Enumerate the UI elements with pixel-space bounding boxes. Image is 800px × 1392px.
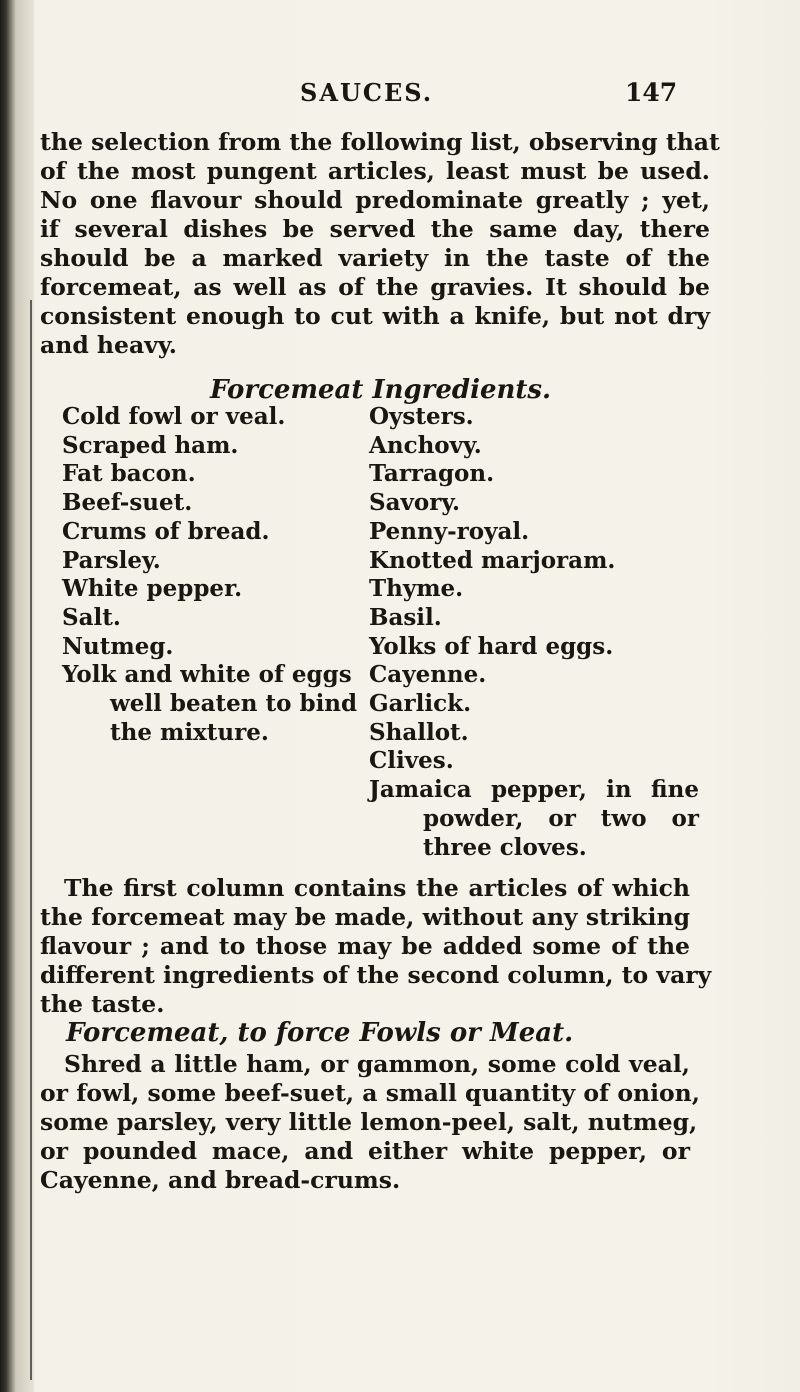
ingredient-item: powder, or two or bbox=[423, 804, 699, 832]
page-number: 147 bbox=[625, 78, 678, 107]
ingredient-item: Crums of bread. bbox=[62, 517, 270, 545]
ingredient-item: Clives. bbox=[369, 747, 454, 775]
intro-line: No one flavour should predominate greatly ; yet, bbox=[40, 186, 710, 214]
intro-line: of the most pungent articles, least must be used. bbox=[40, 157, 710, 185]
ingredient-item: Basil. bbox=[369, 603, 442, 631]
intro-line: and heavy. bbox=[40, 331, 177, 359]
ingredients-column-two bbox=[369, 403, 699, 862]
ingredient-item: Cayenne. bbox=[369, 661, 487, 689]
recipe-line: some parsley, very little lemon-peel, salt, nutmeg, bbox=[40, 1108, 698, 1136]
intro-line: the selection from the following list, observing that bbox=[40, 128, 720, 156]
ingredient-item: Yolk and white of eggs bbox=[62, 661, 352, 689]
note-line: the forcemeat may be made, without any striking bbox=[40, 903, 690, 931]
ingredient-item: Salt. bbox=[62, 603, 121, 631]
note-line: different ingredients of the second column, to vary bbox=[40, 961, 712, 989]
ingredient-item: Anchovy. bbox=[369, 431, 482, 459]
ingredient-item: Beef-suet. bbox=[62, 489, 193, 517]
recipe-line: or pounded mace, and either white pepper, or bbox=[40, 1137, 690, 1165]
intro-line: forcemeat, as well as of the gravies. It should be bbox=[40, 273, 710, 301]
ingredients-heading: Forcemeat Ingredients. bbox=[210, 375, 552, 405]
recipe-line: Shred a little ham, or gammon, some cold veal, bbox=[64, 1050, 690, 1078]
ingredient-item: Tarragon. bbox=[369, 460, 495, 488]
ingredient-item: Savory. bbox=[369, 489, 461, 517]
ingredient-item: Parsley. bbox=[62, 546, 161, 574]
ingredient-item: Fat bacon. bbox=[62, 460, 196, 488]
recipe-line: Cayenne, and bread-crums. bbox=[40, 1166, 401, 1194]
ingredient-item: the mixture. bbox=[110, 718, 269, 746]
ingredient-item: Oysters. bbox=[369, 403, 474, 430]
intro-paragraph bbox=[40, 128, 720, 360]
ingredient-item: Thyme. bbox=[369, 575, 464, 603]
note-line: The first column contains the articles of which bbox=[64, 874, 690, 902]
note-line: flavour ; and to those may be added some of the bbox=[40, 932, 690, 960]
note-paragraph bbox=[40, 874, 712, 1019]
intro-line: should be a marked variety in the taste of the bbox=[40, 244, 710, 272]
intro-line: if several dishes be served the same day, there bbox=[40, 215, 710, 243]
ingredient-item: Knotted marjoram. bbox=[369, 546, 616, 574]
ingredient-item: White pepper. bbox=[62, 575, 243, 603]
ingredient-item: Yolks of hard eggs. bbox=[369, 632, 614, 660]
ingredient-item: Shallot. bbox=[369, 718, 469, 746]
page-binding-edge bbox=[0, 0, 34, 1392]
ingredient-item: Cold fowl or veal. bbox=[62, 403, 286, 430]
ingredient-item: Jamaica pepper, in fine bbox=[369, 776, 699, 804]
ingredient-item: Nutmeg. bbox=[62, 632, 174, 660]
ingredient-item: Garlick. bbox=[369, 690, 472, 718]
ingredient-item: Penny-royal. bbox=[369, 517, 530, 545]
note-line: the taste. bbox=[40, 990, 165, 1018]
ingredients-column-one bbox=[62, 403, 358, 747]
recipe-line: or fowl, some beef-suet, a small quantity of onion, bbox=[40, 1079, 700, 1107]
ingredient-item: Scraped ham. bbox=[62, 431, 239, 459]
running-head: SAUCES. bbox=[300, 78, 434, 107]
binding-shadow-line bbox=[30, 300, 32, 1380]
recipe-heading: Forcemeat, to force Fowls or Meat. bbox=[66, 1018, 574, 1048]
intro-line: consistent enough to cut with a knife, but not dry bbox=[40, 302, 710, 330]
ingredient-item: well beaten to bind bbox=[110, 690, 358, 718]
recipe-paragraph bbox=[40, 1050, 700, 1195]
ingredient-item: three cloves. bbox=[423, 833, 587, 861]
page-header bbox=[0, 78, 800, 108]
